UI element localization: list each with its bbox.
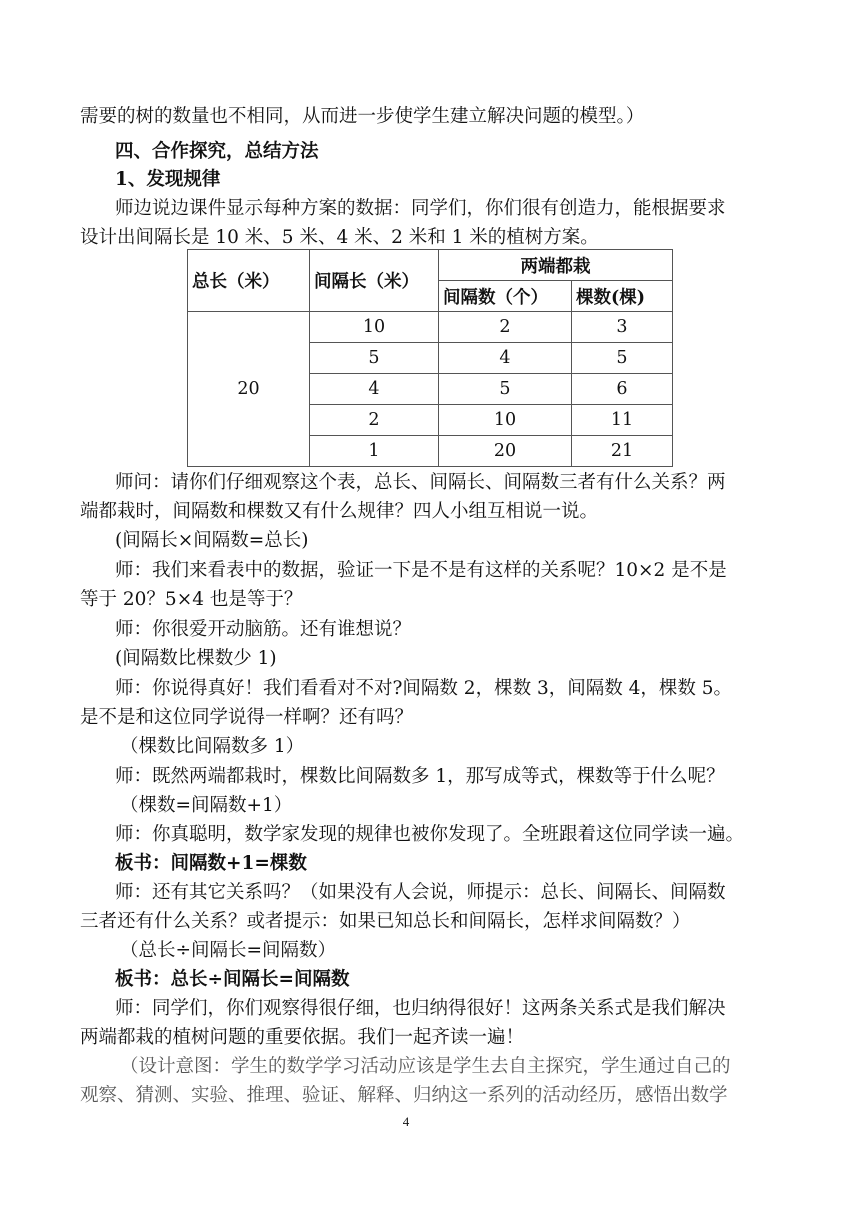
paragraph-line: （棵数=间隔数+1）: [120, 795, 293, 816]
paragraph-line: 师：还有其它关系吗？（如果没有人会说，师提示：总长、间隔长、间隔数: [115, 882, 726, 903]
header-tree-count: 棵数(棵): [572, 281, 673, 312]
paragraph-line: 师问：请你们仔细观察这个表，总长、间隔长、间隔数三者有什么关系？两: [115, 472, 726, 493]
cell-total-length: 20: [188, 312, 310, 467]
cell-tree-count: 21: [572, 436, 673, 467]
header-interval-count: 间隔数（个）: [439, 281, 572, 312]
cell-interval-count: 4: [439, 343, 572, 374]
paragraph-line: 师：你真聪明，数学家发现的规律也被你发现了。全班跟着这位同学读一遍。: [115, 824, 745, 845]
cell-interval-length: 10: [310, 312, 439, 343]
header-both-ends: 两端都栽: [439, 250, 673, 281]
paragraph-line: 师：我们来看表中的数据，验证一下是不是有这样的关系呢？10×2 是不是: [115, 560, 727, 581]
section-heading: 四、合作探究，总结方法: [115, 141, 319, 162]
paragraph-line: 两端都栽的植树问题的重要依据。我们一起齐读一遍！: [80, 1027, 525, 1048]
header-total-length: 总长（米）: [188, 250, 310, 312]
cell-interval-count: 20: [439, 436, 572, 467]
cell-interval-count: 10: [439, 405, 572, 436]
paragraph-line: 需要的树的数量也不相同，从而进一步使学生建立解决问题的模型。）: [80, 106, 645, 127]
subsection-heading: 1、发现规律: [115, 169, 221, 190]
paragraph-line: 师：你很爱开动脑筋。还有谁想说？: [115, 619, 412, 640]
cell-tree-count: 11: [572, 405, 673, 436]
design-intent-line: （设计意图：学生的数学学习活动应该是学生去自主探究，学生通过自己的: [120, 1056, 731, 1077]
cell-interval-count: 5: [439, 374, 572, 405]
cell-tree-count: 6: [572, 374, 673, 405]
page-number: 4: [402, 1114, 410, 1129]
board-note: 板书：总长÷间隔长=间隔数: [115, 969, 350, 990]
design-intent-line: 观察、猜测、实验、推理、验证、解释、归纳这一系列的活动经历，感悟出数学: [80, 1085, 728, 1106]
paragraph-line: 师：你说得真好！我们看看对不对?间隔数 2，棵数 3，间隔数 4，棵数 5。: [115, 678, 733, 699]
cell-tree-count: 3: [572, 312, 673, 343]
paragraph-line: （总长÷间隔长=间隔数）: [120, 940, 337, 961]
paragraph-line: (间隔数比棵数少 1): [115, 648, 277, 669]
data-table: [187, 249, 673, 467]
paragraph-line: （棵数比间隔数多 1）: [120, 736, 305, 757]
paragraph-line: (间隔长×间隔数=总长): [115, 530, 309, 551]
paragraph-line: 设计出间隔长是 10 米、5 米、4 米、2 米和 1 米的植树方案。: [80, 227, 599, 248]
paragraph-line: 师边说边课件显示每种方案的数据：同学们，你们很有创造力，能根据要求: [115, 198, 726, 219]
paragraph-line: 等于 20？5×4 也是等于？: [80, 589, 303, 610]
cell-interval-length: 2: [310, 405, 439, 436]
board-note: 板书：间隔数+1=棵数: [115, 853, 307, 874]
cell-interval-length: 5: [310, 343, 439, 374]
header-interval-length: 间隔长（米）: [310, 250, 439, 312]
paragraph-line: 师：既然两端都栽时，棵数比间隔数多 1，那写成等式，棵数等于什么呢？: [115, 766, 725, 787]
cell-tree-count: 5: [572, 343, 673, 374]
paragraph-line: 是不是和这位同学说得一样啊？还有吗？: [80, 707, 414, 728]
cell-interval-length: 4: [310, 374, 439, 405]
cell-interval-count: 2: [439, 312, 572, 343]
paragraph-line: 师：同学们，你们观察得很仔细，也归纳得很好！这两条关系式是我们解决: [115, 998, 726, 1019]
cell-interval-length: 1: [310, 436, 439, 467]
paragraph-line: 三者还有什么关系？或者提示：如果已知总长和间隔长，怎样求间隔数？）: [80, 911, 691, 932]
paragraph-line: 端都栽时，间隔数和棵数又有什么规律？四人小组互相说一说。: [80, 501, 599, 522]
